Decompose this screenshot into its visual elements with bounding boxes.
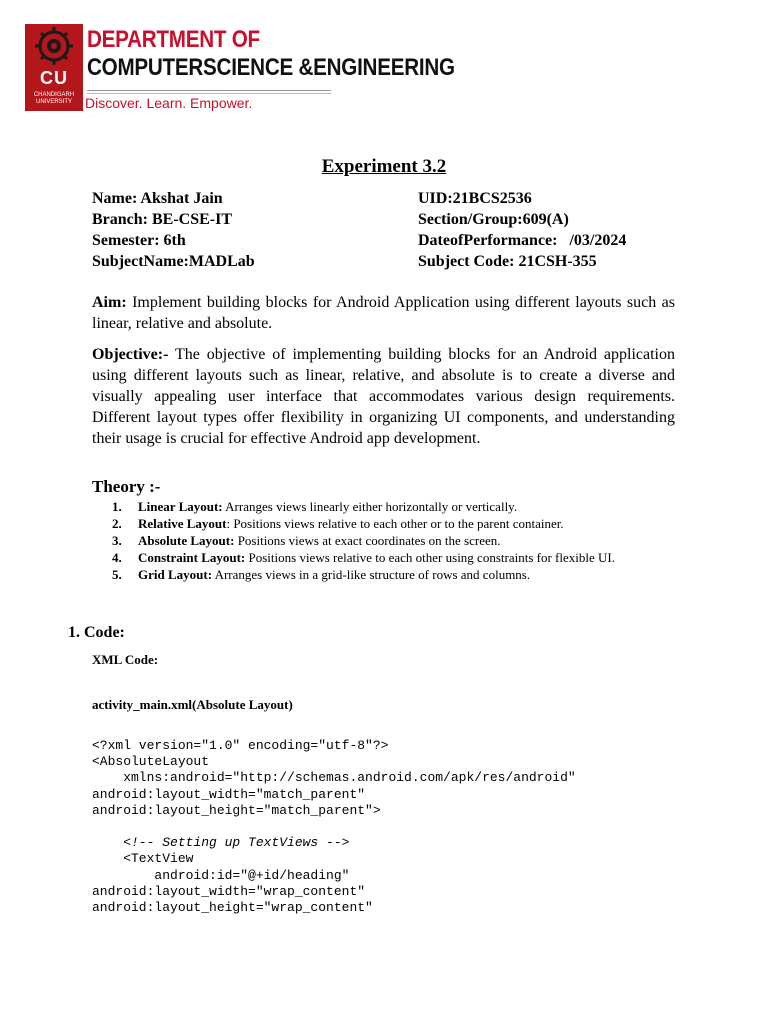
code-line: <TextView xyxy=(92,851,194,867)
theory-item-term: Linear Layout: xyxy=(138,499,223,514)
theory-item xyxy=(112,498,672,515)
theory-item-term: Constraint Layout: xyxy=(138,550,246,565)
theory-item xyxy=(112,549,672,566)
objective-paragraph xyxy=(92,344,675,449)
objective-text: The objective of implementing building blocks for an Android application using different layouts such as linear, relative, and absolute is to create a diverse and visually appealing user interface that accommodates various design requirements. Different layout types offer flexibility in organizing UI components, and understanding their usage is crucial for effective Android app development. xyxy=(92,346,675,447)
theory-heading: Theory :- xyxy=(92,477,161,496)
theory-item-term: Absolute Layout: xyxy=(138,533,235,548)
gear-emblem-icon xyxy=(25,24,83,72)
code-line: android:layout_height="wrap_content" xyxy=(92,900,373,916)
header-divider xyxy=(87,93,331,94)
code-heading: 1. Code: xyxy=(68,624,125,641)
university-logo xyxy=(25,24,83,111)
code-line: <?xml version="1.0" encoding="utf-8"?> xyxy=(92,738,389,753)
theory-item-term: Grid Layout: xyxy=(138,567,213,582)
semester: Semester: 6th xyxy=(92,232,186,249)
theory-item-desc: Arranges views linearly either horizontally or vertically. xyxy=(222,499,518,514)
theory-item xyxy=(112,532,672,549)
aim-paragraph xyxy=(92,292,675,334)
theory-item-number: 3. xyxy=(112,533,122,548)
subject-code: Subject Code: 21CSH-355 xyxy=(418,253,597,270)
code-line: <AbsoluteLayout xyxy=(92,754,210,770)
logo-cu-text: CU xyxy=(40,68,68,88)
theory-item xyxy=(112,566,672,583)
department-title-line1: DEPARTMENT OF xyxy=(87,26,260,53)
code-line: android:layout_height="match_parent"> xyxy=(92,802,381,818)
date-of-performance: DateofPerformance: /03/2024 xyxy=(418,232,627,249)
theory-item-term: Relative Layout xyxy=(138,516,227,531)
subject-name: SubjectName:MADLab xyxy=(92,253,255,270)
theory-list xyxy=(112,498,672,583)
student-name: Name: Akshat Jain xyxy=(92,190,223,207)
theory-item xyxy=(112,515,672,532)
experiment-title: Experiment 3.2 xyxy=(321,156,447,177)
section-group: Section/Group:609(A) xyxy=(418,211,569,228)
theory-item-desc: Positions views at exact coordinates on the screen. xyxy=(234,533,501,548)
file-name-label: activity_main.xml(Absolute Layout) xyxy=(92,697,293,712)
theory-item-number: 2. xyxy=(112,516,122,531)
xml-code-label: XML Code: xyxy=(92,652,159,667)
theory-item-number: 1. xyxy=(112,499,122,514)
tagline: Discover. Learn. Empower. xyxy=(85,95,253,111)
theory-item-desc: Arranges views in a grid-like structure of rows and columns. xyxy=(212,567,531,582)
logo-university-text: CHANDIGARH UNIVERSITY xyxy=(33,92,75,105)
branch: Branch: BE-CSE-IT xyxy=(92,211,233,228)
code-block xyxy=(92,738,576,916)
code-line: android:layout_width="match_parent" xyxy=(92,786,366,802)
theory-item-desc: Positions views relative to each other using constraints for flexible UI. xyxy=(245,550,615,565)
student-uid: UID:21BCS2536 xyxy=(418,190,532,207)
theory-item-desc: : Positions views relative to each other or to the parent container. xyxy=(226,516,564,531)
code-line: xmlns:android="http://schemas.android.com/apk/res/android" xyxy=(92,770,576,786)
code-comment-line: <!-- Setting up TextViews --> xyxy=(92,835,350,851)
objective-label: Objective:- xyxy=(92,346,169,363)
department-title-line2: COMPUTERSCIENCE &ENGINEERING xyxy=(87,54,455,81)
theory-item-number: 4. xyxy=(112,550,122,565)
department-header xyxy=(25,24,465,114)
code-line: android:id="@+id/heading" xyxy=(92,867,350,883)
header-divider xyxy=(87,90,331,91)
theory-item-number: 5. xyxy=(112,567,122,582)
aim-text: Implement building blocks for Android Application using different layouts such as linear, relative and absolute. xyxy=(92,294,675,332)
aim-label: Aim: xyxy=(92,294,127,311)
code-line: android:layout_width="wrap_content" xyxy=(92,883,366,899)
